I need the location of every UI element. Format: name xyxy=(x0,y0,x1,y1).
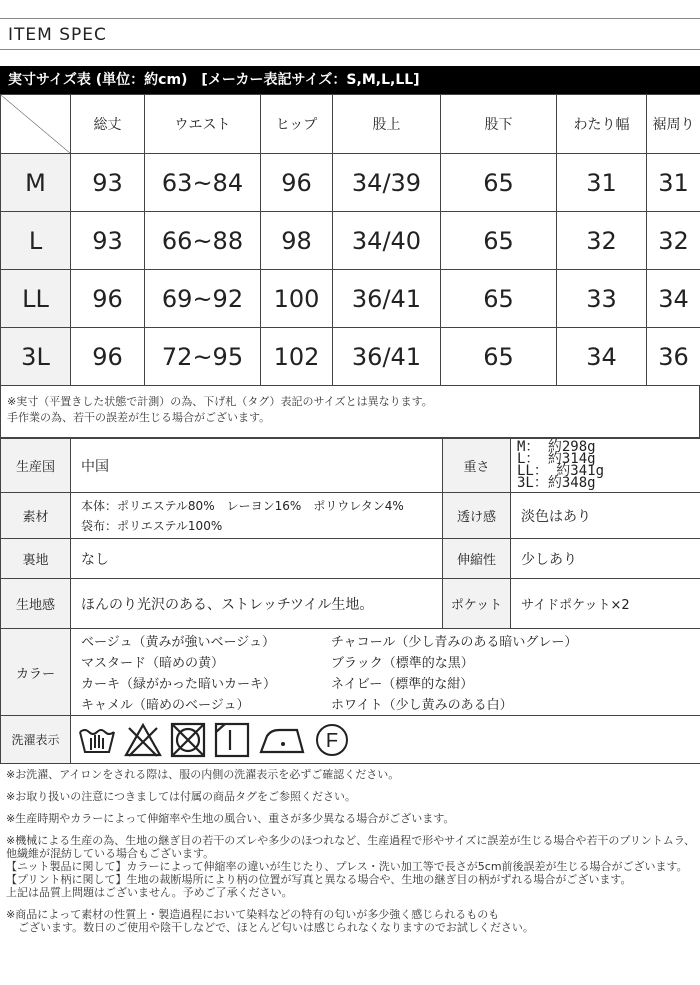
footnote: 【ニット製品に関して】カラーによって伸縮率の違いが生じたり、プレス・洗い加工等で長さが5cm前後誤差が生じる場合がございます。 xyxy=(6,860,688,873)
table-cell: 32 xyxy=(557,212,647,270)
lining-label: 裏地 xyxy=(1,539,71,579)
material-label: 素材 xyxy=(1,493,71,539)
table-cell: 34 xyxy=(557,328,647,386)
dry-clean-f-icon xyxy=(313,722,351,758)
table-cell: 93 xyxy=(71,154,145,212)
table-row xyxy=(1,154,700,212)
section-title-bar xyxy=(0,18,700,50)
stretch-value: 少しあり xyxy=(511,539,700,579)
material-line: 袋布：ポリエステル100% xyxy=(81,518,223,533)
wash-icons-cell xyxy=(71,716,700,764)
color-label: カラー xyxy=(1,629,71,716)
size-table-header-row xyxy=(1,95,700,154)
size-label: 3L xyxy=(1,328,71,386)
pocket-value: サイドポケット×2 xyxy=(511,579,700,629)
footnote: ※商品によって素材の性質上・製造過程において染料などの特有の匂いが多少強く感じられるものも xyxy=(6,908,500,921)
weight-line: L： 約314g xyxy=(517,451,596,467)
table-cell: 96 xyxy=(71,270,145,328)
column-header: 股下 xyxy=(441,95,557,154)
color-item: キャメル（暗めのベージュ） xyxy=(81,698,250,713)
spec-row-origin xyxy=(1,439,700,493)
column-header: 総丈 xyxy=(71,95,145,154)
table-cell: 66~88 xyxy=(145,212,261,270)
spec-table xyxy=(0,438,700,764)
footnotes xyxy=(6,768,696,934)
stretch-label: 伸縮性 xyxy=(443,539,511,579)
table-cell: 34/39 xyxy=(333,154,441,212)
sheer-value: 淡色はあり xyxy=(511,493,700,539)
weight-label: 重さ xyxy=(443,439,511,493)
table-cell: 32 xyxy=(647,212,700,270)
color-list xyxy=(71,629,700,716)
line-dry-icon xyxy=(213,722,251,758)
size-label: M xyxy=(1,154,71,212)
table-cell: 98 xyxy=(261,212,333,270)
size-label: L xyxy=(1,212,71,270)
table-cell: 96 xyxy=(261,154,333,212)
column-header: 股上 xyxy=(333,95,441,154)
origin-value: 中国 xyxy=(71,439,443,493)
note-line: 手作業の為、若干の誤差が生じる場合がございます。 xyxy=(7,411,271,424)
section-title: ITEM SPEC xyxy=(8,25,107,45)
table-cell: 34 xyxy=(647,270,700,328)
origin-label: 生産国 xyxy=(1,439,71,493)
corner-cell xyxy=(1,95,71,154)
color-item: ホワイト（少し黄みのある白） xyxy=(331,698,513,713)
table-cell: 36/41 xyxy=(333,270,441,328)
table-cell: 102 xyxy=(261,328,333,386)
table-row xyxy=(1,212,700,270)
table-cell: 33 xyxy=(557,270,647,328)
footnote: 【プリント柄に関して】生地の裁断場所により柄の位置が写真と異なる場合や、生地の継ぎ目の柄がずれる場合がございます。 xyxy=(6,873,632,886)
color-item: ブラック（標準的な黒） xyxy=(331,656,474,671)
color-item: チャコール（少し青みのある暗いグレー） xyxy=(331,635,578,650)
footnote: ※機械による生産の為、生地の継ぎ目の若干のズレや多少のほつれなど、生産過程で形やサイズに誤差が生じる場合や若干のプリントムラ、他繊維が混紡している場合もございます。 xyxy=(6,834,696,860)
weight-values xyxy=(511,439,700,493)
table-cell: 93 xyxy=(71,212,145,270)
table-cell: 72~95 xyxy=(145,328,261,386)
texture-value: ほんのり光沢のある、ストレッチツイル生地。 xyxy=(71,579,443,629)
no-bleach-icon xyxy=(123,722,163,758)
footnote: ※お洗濯、アイロンをされる際は、服の内側の洗濯表示を必ずご確認ください。 xyxy=(6,768,400,781)
no-tumble-dry-icon xyxy=(169,722,207,758)
weight-line: M： 約298g xyxy=(517,439,596,455)
spec-row-wash xyxy=(1,716,700,764)
table-cell: 65 xyxy=(441,328,557,386)
footnote: ※生産時期やカラーによって伸縮率や生地の風合い、重さが多少異なる場合がございます。 xyxy=(6,812,455,825)
column-header: ヒップ xyxy=(261,95,333,154)
spec-row-lining xyxy=(1,539,700,579)
spec-row-texture xyxy=(1,579,700,629)
footnote: ※お取り扱いの注意につきましては付属の商品タグをご参照ください。 xyxy=(6,790,356,803)
size-label: LL xyxy=(1,270,71,328)
column-header: ウエスト xyxy=(145,95,261,154)
material-value xyxy=(71,493,443,539)
size-table-header: 実寸サイズ表 (単位：約cm) [メーカー表記サイズ：S,M,L,LL] xyxy=(0,66,700,94)
table-cell: 36 xyxy=(647,328,700,386)
wash-label: 洗濯表示 xyxy=(1,716,71,764)
color-item: ベージュ（黄みが強いベージュ） xyxy=(81,635,275,650)
table-cell: 65 xyxy=(441,154,557,212)
iron-low-icon xyxy=(257,722,307,758)
note-line: ※実寸（平置きした状態で計測）の為、下げ札（タグ）表記のサイズとは異なります。 xyxy=(7,395,433,408)
dry-clean-letter: F xyxy=(325,729,339,752)
table-cell: 34/40 xyxy=(333,212,441,270)
sheer-label: 透け感 xyxy=(443,493,511,539)
material-line: 本体：ポリエステル80% レーヨン16% ポリウレタン4% xyxy=(81,498,404,513)
hand-wash-icon xyxy=(77,722,117,758)
column-header: 裾周り xyxy=(647,95,700,154)
table-cell: 36/41 xyxy=(333,328,441,386)
table-cell: 65 xyxy=(441,270,557,328)
color-item: カーキ（緑がかった暗いカーキ） xyxy=(81,677,277,692)
spec-row-colors xyxy=(1,629,700,716)
table-cell: 69~92 xyxy=(145,270,261,328)
table-cell: 100 xyxy=(261,270,333,328)
table-cell: 96 xyxy=(71,328,145,386)
color-item: ネイビー（標準的な紺） xyxy=(331,677,474,692)
lining-value: なし xyxy=(71,539,443,579)
footnote: ございます。数日のご使用や陰干しなどで、ほとんど匂いは感じられなくなりますのでお試しください。 xyxy=(18,921,534,934)
column-header: わたり幅 xyxy=(557,95,647,154)
table-cell: 31 xyxy=(557,154,647,212)
pocket-label: ポケット xyxy=(443,579,511,629)
table-cell: 63~84 xyxy=(145,154,261,212)
size-table xyxy=(0,94,700,386)
table-row xyxy=(1,270,700,328)
color-item: マスタード（暗めの黄） xyxy=(81,656,225,671)
spec-row-material xyxy=(1,493,700,539)
measurement-note xyxy=(0,386,700,438)
table-cell: 65 xyxy=(441,212,557,270)
texture-label: 生地感 xyxy=(1,579,71,629)
weight-line: 3L：約348g xyxy=(517,475,596,491)
table-cell: 31 xyxy=(647,154,700,212)
weight-line: LL： 約341g xyxy=(517,463,605,479)
table-row xyxy=(1,328,700,386)
footnote: 上記は品質上問題はございません。予めご了承ください。 xyxy=(6,886,293,899)
